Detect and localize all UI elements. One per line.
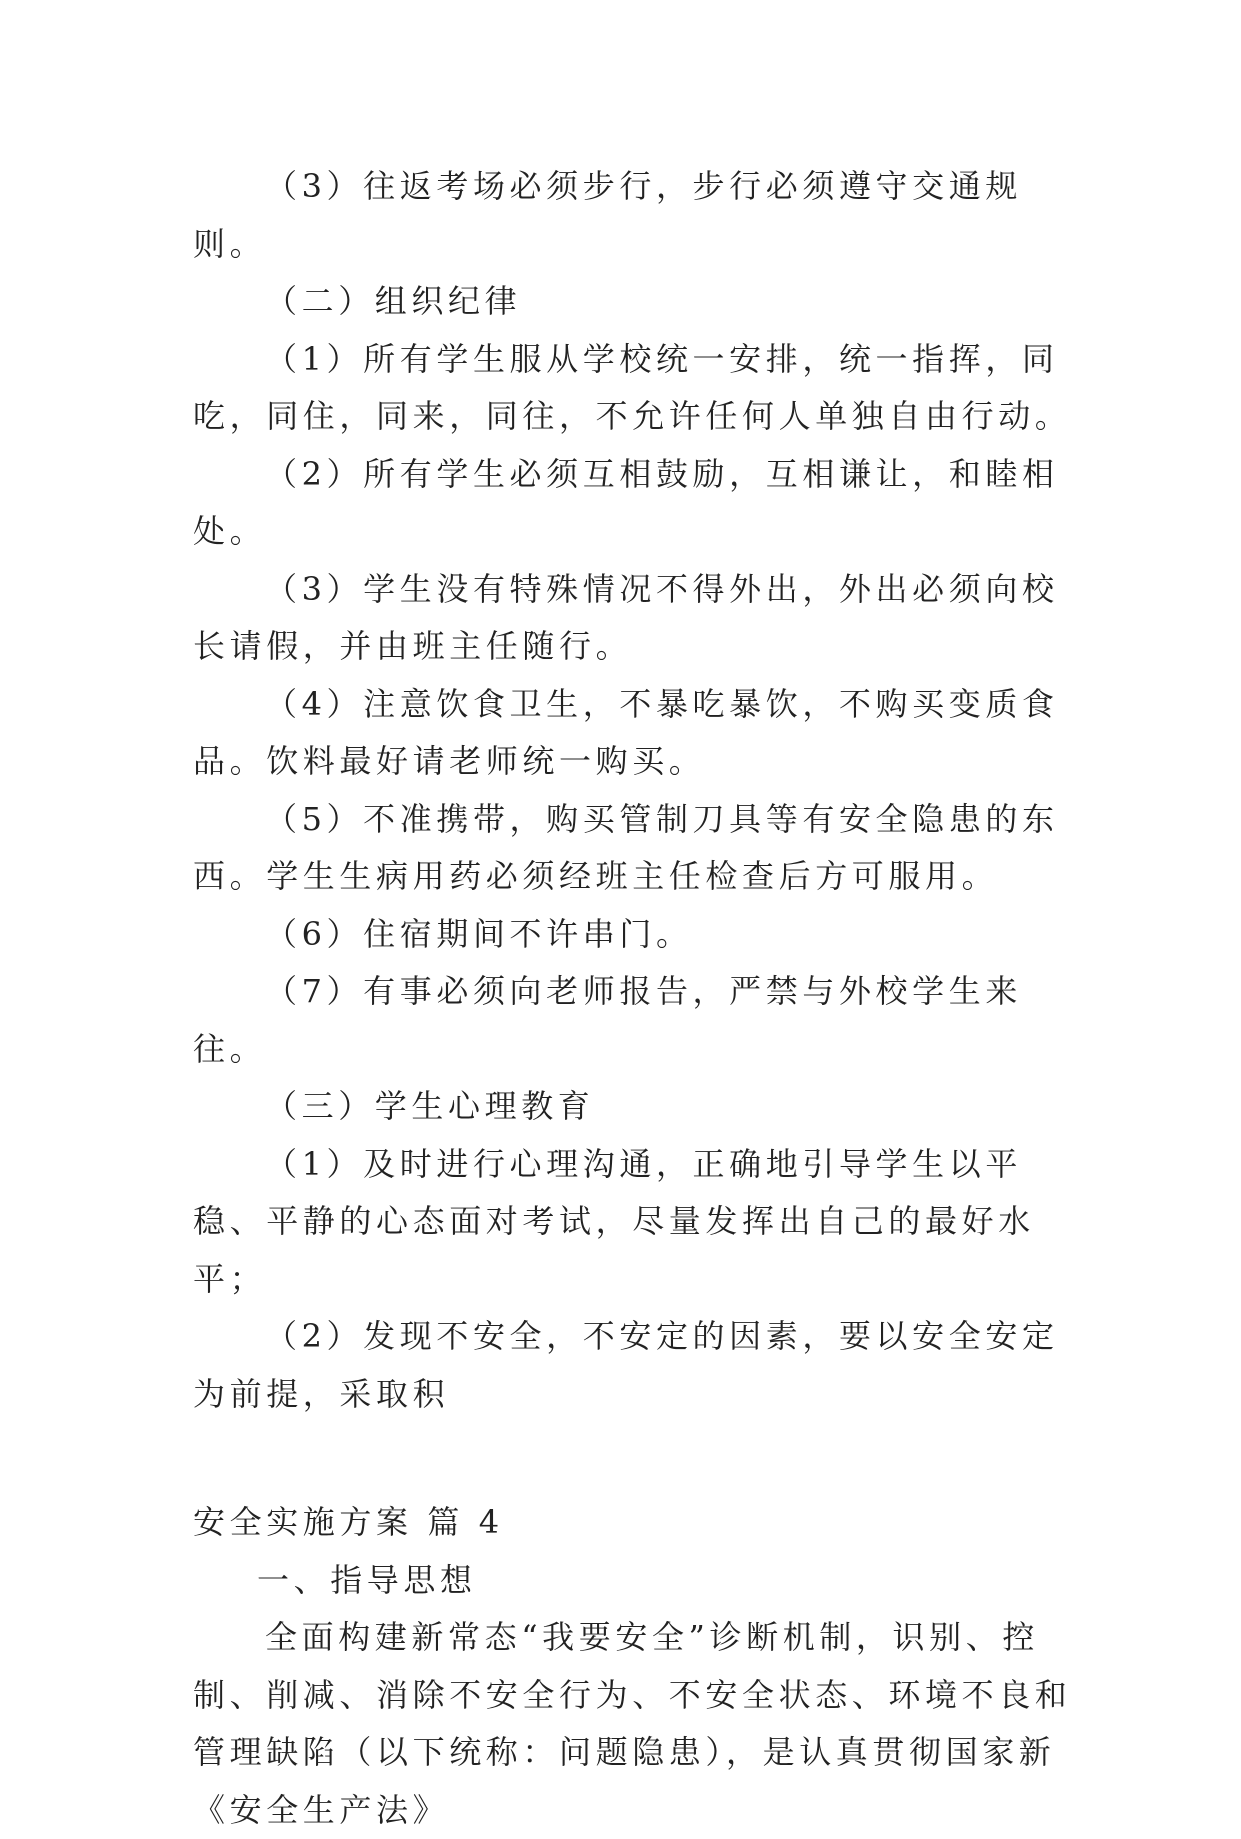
paragraph: 全面构建新常态“我要安全”诊断机制，识别、控制、削减、消除不安全行为、不安全状态、环境不良和管理缺陷（以下统称：问题隐患），是认真贯彻国家新《安全生产法》 [193, 1618, 1072, 1829]
paragraph: （2）所有学生必须互相鼓励，互相谦让，和睦相处。 [193, 454, 1059, 550]
subsection-heading: （二）组织纪律 [265, 282, 522, 320]
paragraph: （1）所有学生服从学校统一安排，统一指挥，同吃，同住，同来，同往，不允许任何人单独自由行动。 [193, 339, 1072, 435]
section-subheading: 一、指导思想 [257, 1560, 477, 1599]
paragraph: （5）不准携带，购买管制刀具等有安全隐患的东西。学生生病用药必须经班主任检查后方可服用。 [193, 799, 1059, 895]
paragraph: （2）发现不安全，不安定的因素，要以安全安定为前提，采取积 [193, 1317, 1059, 1413]
paragraph: （4）注意饮食卫生，不暴吃暴饮，不购买变质食品。饮料最好请老师统一购买。 [193, 684, 1059, 780]
paragraph: （3）往返考场必须步行，步行必须遵守交通规则。 [193, 167, 1022, 263]
paragraph: （7）有事必须向老师报告，严禁与外校学生来往。 [193, 972, 1022, 1068]
paragraph: （1）及时进行心理沟通，正确地引导学生以平稳、平静的心态面对考试，尽量发挥出自己的最好水平； [193, 1144, 1035, 1298]
subsection-heading: （三）学生心理教育 [265, 1087, 595, 1125]
section-title: 安全实施方案 篇 4 [193, 1503, 504, 1541]
paragraph: （3）学生没有特殊情况不得外出，外出必须向校长请假，并由班主任随行。 [193, 569, 1059, 665]
document-body [193, 158, 1073, 1839]
paragraph: （6）住宿期间不许串门。 [265, 914, 693, 953]
